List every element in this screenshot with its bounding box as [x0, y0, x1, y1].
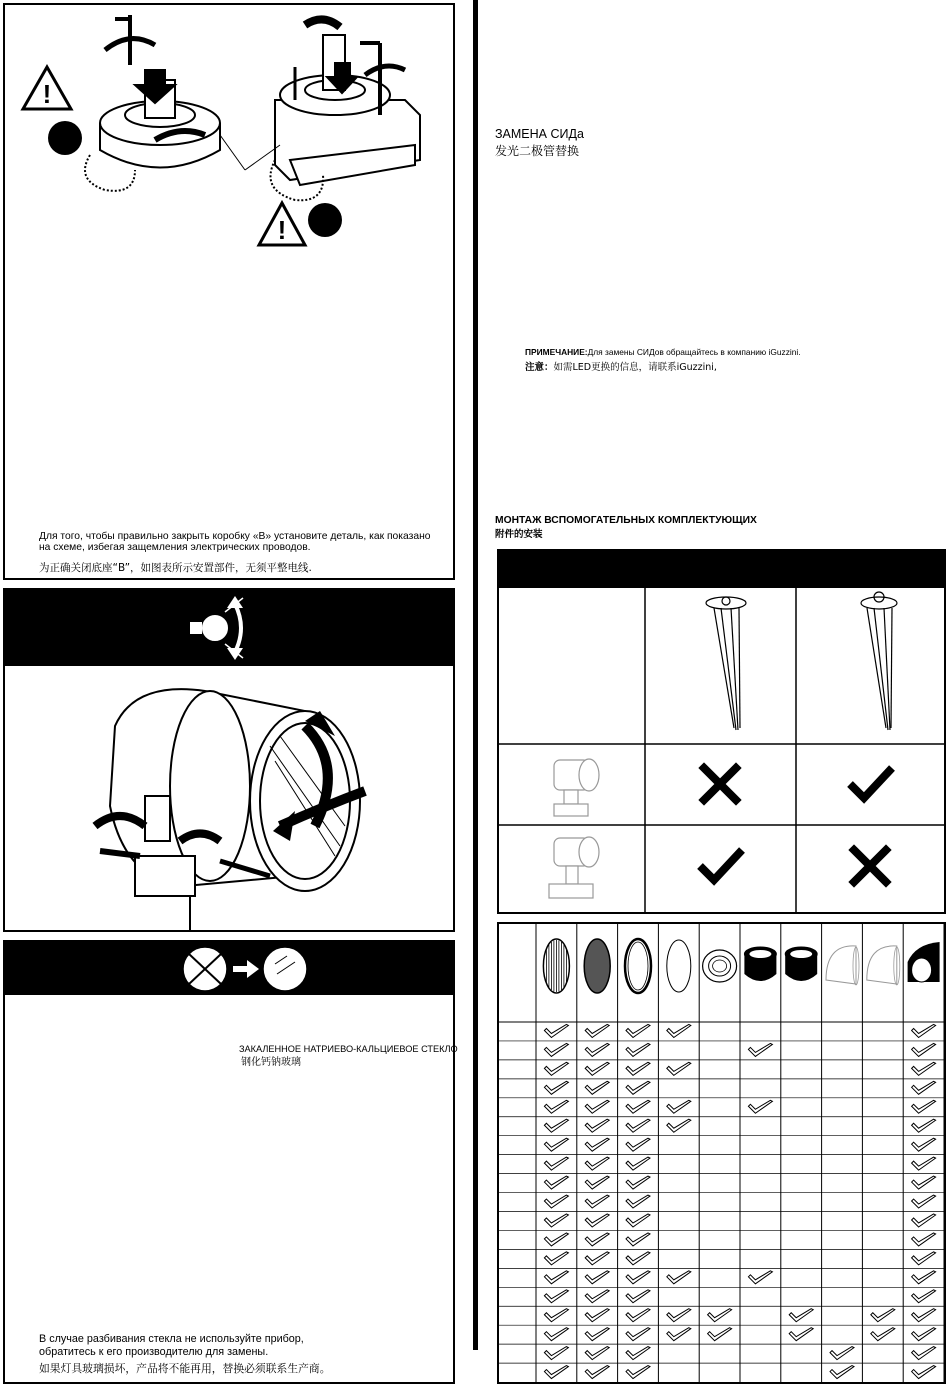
option-check-icon [585, 1290, 609, 1303]
option-check-icon [544, 1100, 568, 1113]
option-check-icon [585, 1119, 609, 1132]
option-check-icon [667, 1024, 691, 1037]
glass-replace-icon [177, 942, 317, 995]
led-note-ru [525, 346, 801, 358]
option-check-icon [585, 1062, 609, 1075]
svg-text:!: ! [42, 79, 52, 109]
projector-illustration [5, 666, 453, 930]
option-check-icon [667, 1100, 691, 1113]
ring-icon [625, 939, 651, 993]
option-check-icon [544, 1119, 568, 1132]
accessories-table-header [499, 551, 944, 588]
option-check-icon [626, 1214, 650, 1227]
option-check-icon [544, 1081, 568, 1094]
option-check-icon [544, 1366, 568, 1379]
option-check-icon [626, 1081, 650, 1094]
option-check-icon [585, 1366, 609, 1379]
option-check-icon [544, 1328, 568, 1341]
option-check-icon [544, 1138, 568, 1151]
option-check-icon [667, 1271, 691, 1284]
visor-icon [908, 942, 940, 982]
projector-thumb-icon [554, 759, 599, 816]
option-check-icon [912, 1290, 936, 1303]
glass-material-ru: ЗАКАЛЕННОЕ НАТРИЕВО-КАЛЬЦИЕВОЕ СТЕКЛО [239, 1044, 458, 1054]
incompatible-cross-icon [704, 768, 736, 800]
option-check-icon [912, 1119, 936, 1132]
warning-icon [259, 203, 305, 245]
option-check-icon [708, 1328, 732, 1341]
option-check-icon [544, 1271, 568, 1284]
option-check-icon [544, 1176, 568, 1189]
option-check-icon [912, 1347, 936, 1360]
option-check-icon [626, 1271, 650, 1284]
option-check-icon [626, 1043, 650, 1056]
option-check-icon [585, 1100, 609, 1113]
option-check-icon [912, 1328, 936, 1341]
option-check-icon [912, 1138, 936, 1151]
option-check-icon [912, 1024, 936, 1037]
option-check-icon [626, 1290, 650, 1303]
close-box-illustration [5, 5, 453, 265]
option-check-icon [585, 1233, 609, 1246]
black-ring-icon [785, 947, 817, 981]
led-note-zh [525, 362, 717, 374]
led-note-text-zh: 如需LED更换的信息，请联系iGuzzini, [553, 362, 717, 373]
option-check-icon [912, 1157, 936, 1170]
projector-thumb-icon [549, 837, 599, 898]
option-check-icon [544, 1252, 568, 1265]
ground-spike-icon [706, 597, 746, 730]
optics-grid [499, 924, 944, 1382]
option-check-icon [748, 1271, 772, 1284]
ellipse-icon [667, 940, 691, 992]
aiming-header-bar [5, 590, 453, 666]
accessories-table [497, 549, 946, 914]
option-check-icon [912, 1252, 936, 1265]
accessories-title-ru: МОНТАЖ ВСПОМОГАТЕЛЬНЫХ КОМПЛЕКТУЮЩИХ [495, 515, 757, 526]
glass-header-bar [5, 942, 453, 995]
option-check-icon [667, 1062, 691, 1075]
option-check-icon [626, 1119, 650, 1132]
option-check-icon [871, 1309, 895, 1322]
led-title-zh: 发光二极管替换 [495, 144, 580, 158]
option-check-icon [544, 1290, 568, 1303]
led-note-label-zh: 注意： [525, 362, 554, 373]
option-check-icon [585, 1347, 609, 1360]
glass-warning-ru-2: обратитесь к его производителю для замены. [39, 1346, 269, 1358]
option-check-icon [912, 1214, 936, 1227]
option-check-icon [585, 1271, 609, 1284]
option-check-icon [748, 1043, 772, 1056]
option-check-icon [912, 1233, 936, 1246]
glass-warning-zh: 如果灯具玻璃损坏，产品将不能再用，替换必须联系生产商。 [39, 1362, 331, 1375]
glass-panel [3, 940, 458, 1384]
option-check-icon [626, 1157, 650, 1170]
half-dome-icon [826, 946, 859, 985]
aiming-icon [175, 590, 295, 666]
led-note-label-ru: ПРИМЕЧАНИЕ: [525, 347, 588, 357]
accessories-grid [499, 588, 944, 912]
glass-material-zh: 钢化钙钠玻璃 [241, 1057, 301, 1068]
label-circle-icon [308, 203, 342, 237]
option-check-icon [789, 1309, 813, 1322]
led-note-text-ru: Для замены СИДов обращайтесь в компанию iGuzzini. [587, 347, 801, 357]
option-check-icon [585, 1138, 609, 1151]
option-check-icon [544, 1195, 568, 1208]
louvre-icon [543, 939, 569, 993]
option-check-icon [544, 1062, 568, 1075]
lens-ring-icon [703, 950, 737, 982]
accessories-title-zh: 附件的安装 [495, 529, 543, 540]
compatible-check-icon [700, 850, 742, 880]
close-box-text-ru-2: на схеме, избегая защемления электрических проводов. [39, 542, 311, 553]
option-check-icon [585, 1195, 609, 1208]
option-check-icon [544, 1157, 568, 1170]
ground-spike-icon [861, 592, 897, 730]
option-check-icon [626, 1233, 650, 1246]
half-dome-icon [867, 946, 900, 985]
glass-warning-ru-1: В случае разбивания стекла не используйте прибор, [39, 1333, 304, 1345]
option-check-icon [544, 1347, 568, 1360]
option-check-icon [585, 1176, 609, 1189]
option-check-icon [708, 1309, 732, 1322]
close-box-panel [3, 3, 455, 580]
column-divider [473, 0, 478, 1350]
option-check-icon [830, 1366, 854, 1379]
optics-table [497, 922, 946, 1384]
option-check-icon [585, 1309, 609, 1322]
option-check-icon [626, 1100, 650, 1113]
close-box-text-ru-1: Для того, чтобы правильно закрыть коробку «В» установите деталь, как показано [39, 531, 431, 542]
option-check-icon [912, 1043, 936, 1056]
option-check-icon [544, 1309, 568, 1322]
option-check-icon [912, 1081, 936, 1094]
option-check-icon [626, 1366, 650, 1379]
option-check-icon [912, 1195, 936, 1208]
svg-text:!: ! [277, 215, 287, 245]
option-check-icon [912, 1309, 936, 1322]
option-check-icon [748, 1100, 772, 1113]
aiming-panel [3, 588, 455, 932]
warning-icon [23, 67, 71, 109]
option-check-icon [912, 1366, 936, 1379]
option-check-icon [626, 1252, 650, 1265]
round-base-unit [85, 15, 245, 191]
grid-icon [584, 939, 610, 993]
option-check-icon [667, 1119, 691, 1132]
option-check-icon [912, 1271, 936, 1284]
option-check-icon [667, 1309, 691, 1322]
option-check-icon [585, 1024, 609, 1037]
led-title-ru: ЗАМЕНА СИДа [495, 127, 584, 141]
option-check-icon [789, 1328, 813, 1341]
option-check-icon [626, 1176, 650, 1189]
incompatible-cross-icon [854, 850, 886, 882]
compatible-check-icon [850, 768, 892, 798]
option-check-icon [626, 1062, 650, 1075]
option-check-icon [544, 1233, 568, 1246]
option-check-icon [585, 1252, 609, 1265]
black-ring-icon [744, 947, 776, 981]
option-check-icon [871, 1328, 895, 1341]
option-check-icon [626, 1309, 650, 1322]
option-check-icon [544, 1214, 568, 1227]
option-check-icon [912, 1062, 936, 1075]
option-check-icon [585, 1214, 609, 1227]
option-check-icon [912, 1100, 936, 1113]
option-check-icon [544, 1043, 568, 1056]
close-box-text-zh: 为正确关闭底座“B”，如图表所示安置部件，无须平整电线. [39, 562, 312, 574]
option-check-icon [585, 1328, 609, 1341]
option-check-icon [667, 1328, 691, 1341]
option-check-icon [585, 1043, 609, 1056]
label-circle-icon [48, 121, 82, 155]
option-check-icon [626, 1138, 650, 1151]
option-check-icon [585, 1081, 609, 1094]
option-check-icon [912, 1176, 936, 1189]
option-check-icon [626, 1024, 650, 1037]
option-check-icon [585, 1157, 609, 1170]
option-check-icon [544, 1024, 568, 1037]
option-check-icon [626, 1347, 650, 1360]
option-check-icon [626, 1195, 650, 1208]
option-check-icon [830, 1347, 854, 1360]
square-base-unit [245, 19, 420, 200]
option-check-icon [626, 1328, 650, 1341]
